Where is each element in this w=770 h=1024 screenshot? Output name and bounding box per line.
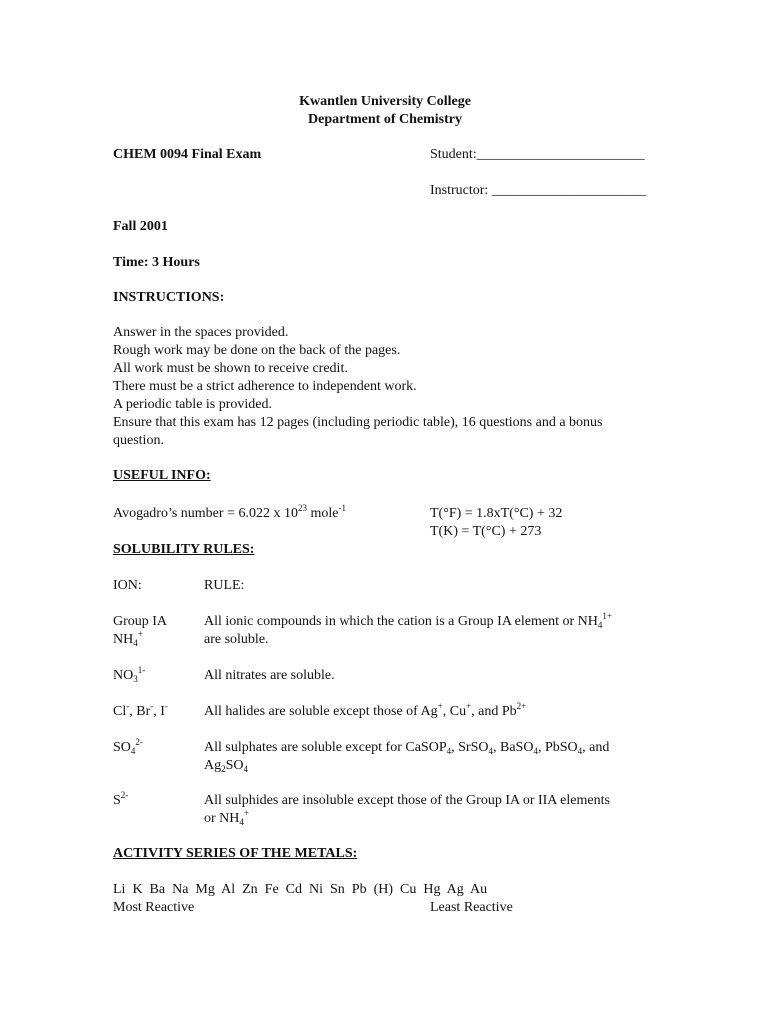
most-reactive-label: Most Reactive (113, 900, 195, 915)
rule-text: , Cu (442, 704, 467, 719)
rule-charge: + (437, 701, 443, 711)
rule-sulphides-line2 (204, 810, 249, 828)
least-reactive-label: Least Reactive (430, 900, 513, 915)
rule-text: , SrSO (451, 740, 489, 755)
ion-sulphide (113, 792, 128, 810)
avogadro-prefix: Avogadro’s number = 6.022 x 10 (113, 506, 298, 521)
ion-charge: - (126, 701, 130, 711)
rule-text: SO (225, 758, 244, 773)
rule-text: All ionic compounds in which the cation is a Group IA element or NH (204, 614, 598, 629)
rule-charge: 2+ (516, 701, 527, 711)
ion-column-header: ION: (113, 578, 142, 593)
avogadro-exponent: 23 (297, 503, 307, 513)
ion-halides (113, 703, 168, 721)
ion-subscript: 3 (133, 674, 138, 684)
rule-subscript: 4 (577, 746, 583, 756)
ion-nitrate (113, 667, 145, 685)
rule-halides (204, 703, 526, 721)
rule-sulphates-line1 (204, 739, 609, 757)
rule-text: All sulphates are soluble except for CaSOP (204, 740, 447, 755)
rule-sulphates-line2 (204, 757, 248, 775)
ion-formula: NH (113, 632, 134, 647)
instructions-list (113, 324, 673, 450)
student-field: Student:________________________ (430, 147, 645, 162)
rule-subscript: 2 (221, 764, 226, 774)
instruction-line: Ensure that this exam has 12 pages (including periodic table), 16 questions and a bonus (113, 415, 603, 430)
rule-text: , and (582, 740, 610, 755)
ion-charge: 2- (135, 737, 143, 747)
rule-text: , and Pb (471, 704, 517, 719)
exam-term: Fall 2001 (113, 219, 168, 234)
department-name: Department of Chemistry (308, 112, 462, 127)
rule-nitrate: All nitrates are soluble. (204, 668, 335, 683)
solubility-heading: SOLUBILITY RULES: (113, 542, 255, 557)
ion-formula: SO (113, 740, 131, 755)
ion-charge: - (150, 701, 154, 711)
ion-ammonium (113, 631, 143, 649)
rule-text: , BaSO (492, 740, 534, 755)
ion-subscript: 4 (133, 638, 138, 648)
ion-subscript: 4 (130, 746, 136, 756)
exam-title: CHEM 0094 Final Exam (113, 147, 262, 162)
rule-subscript: 4 (533, 746, 538, 756)
instructions-heading: INSTRUCTIONS: (113, 290, 225, 305)
rule-subscript: 4 (243, 764, 249, 774)
rule-group-ia-line1 (204, 613, 612, 631)
ion-formula: , Br (129, 704, 151, 719)
ion-sulphate (113, 739, 143, 757)
temp-kelvin-formula: T(K) = T(°C) + 273 (430, 524, 542, 539)
rule-text: or NH (204, 811, 240, 826)
ion-formula: Cl (113, 704, 127, 719)
ion-charge: - (164, 701, 168, 711)
instruction-line: Rough work may be done on the back of the pages. (113, 343, 401, 358)
rule-subscript: 4 (446, 746, 452, 756)
useful-info-heading: USEFUL INFO: (113, 468, 211, 483)
ion-charge: 2- (120, 790, 129, 800)
avogadro-unit-exponent: -1 (338, 503, 346, 513)
ion-formula: S (113, 793, 121, 808)
rule-group-ia-line2: are soluble. (204, 632, 269, 647)
ion-formula: NO (113, 668, 134, 683)
rule-subscript: 4 (488, 746, 493, 756)
ion-formula: , I (153, 704, 165, 719)
avogadro-number (113, 505, 346, 523)
institution-name: Kwantlen University College (299, 94, 471, 109)
instruction-line: There must be a strict adherence to independent work. (113, 379, 417, 394)
rule-subscript: 4 (597, 620, 603, 630)
rule-subscript: 4 (239, 817, 244, 827)
ion-charge: 1- (137, 665, 146, 675)
instruction-line: Answer in the spaces provided. (113, 325, 289, 340)
rule-sulphides-line1: All sulphides are insoluble except those of the Group IA or IIA elements (204, 793, 610, 808)
rule-text: All halides are soluble except those of Ag (204, 704, 438, 719)
ion-charge: + (137, 629, 143, 639)
exam-time: Time: 3 Hours (113, 255, 200, 270)
temp-fahrenheit-formula: T(°F) = 1.8xT(°C) + 32 (430, 506, 563, 521)
rule-column-header: RULE: (204, 578, 245, 593)
ion-group-ia: Group IA (113, 614, 168, 629)
rule-charge: + (466, 701, 472, 711)
activity-series-list: Li K Ba Na Mg Al Zn Fe Cd Ni Sn Pb (H) Cu Hg Ag Au (113, 882, 488, 897)
instruction-line: question. (113, 433, 164, 448)
activity-series-heading: ACTIVITY SERIES OF THE METALS: (113, 846, 358, 861)
rule-text: , PbSO (537, 740, 578, 755)
instruction-line: All work must be shown to receive credit. (113, 361, 348, 376)
rule-charge: 1+ (602, 611, 612, 621)
instruction-line: A periodic table is provided. (113, 397, 273, 412)
rule-text: Ag (204, 758, 222, 773)
avogadro-unit: mole (306, 506, 339, 521)
instructor-field: Instructor: ______________________ (430, 183, 646, 198)
rule-charge: + (243, 808, 249, 818)
